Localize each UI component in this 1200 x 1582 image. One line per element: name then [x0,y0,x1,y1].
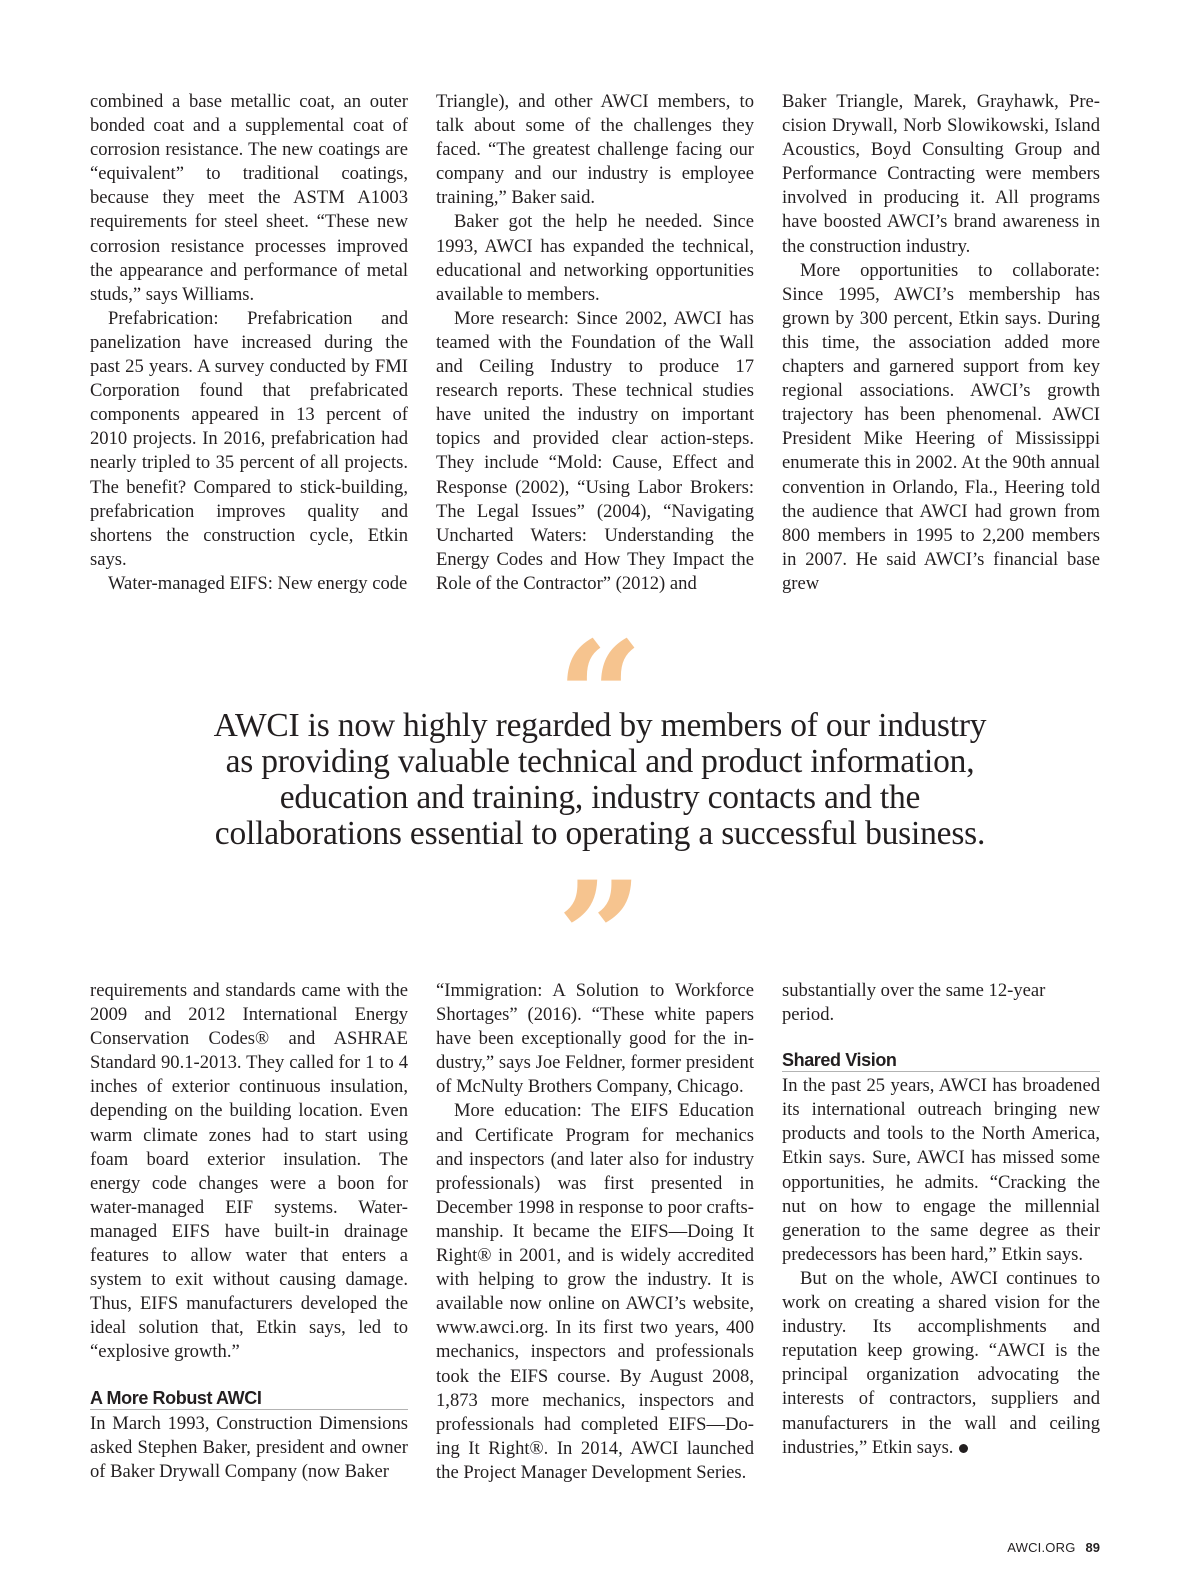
pull-quote-line: education and training, industry contacts and the [279,779,921,816]
section-heading: A More Robust AWCI [90,1387,408,1410]
paragraph [782,1267,1100,1460]
paragraph: In March 1993, Construction Dimensions asked Stephen Baker, president and owner of Baker Drywall Company (now Baker [90,1412,408,1482]
paragraph: Baker Triangle, Marek, Grayhawk, Precision Drywall, Norb Slowikowski, Island Acoustics, Boyd Consulting Group and Performance Contracting were members involved in producing it. All programs have boosted AWCI’s brand awareness in the construction industry. [782,91,1100,257]
paragraph: More opportunities to collaborate: Since 1995, AWCI’s membership has grown by 300 percent, Etkin says. During this time, the association added more chapters and garnered support from key regional associations. AWCI’s growth trajectory has been phenomenal. AWCI President Mike Heering of Mississippi enumerate this in 2002. At the 90th annual convention in Orlando, Fla., Heering told the audience that AWCI had grown from 800 members in 1995 to 2,200 members in 2007. He said AWCI’s financial base grew [782,259,1100,594]
pull-quote-line: AWCI is now highly regarded by members of our industry [213,707,987,744]
footer-website: AWCI.ORG [1007,1540,1076,1555]
bottom-column-2 [436,979,754,1485]
open-quote-mark: “ [556,609,644,785]
top-column-3 [782,90,1100,596]
end-of-article-bullet-icon [959,1444,968,1453]
paragraph: In the past 25 years, AWCI has broadened its international outreach bringing new products and tools to the North America, Etkin says. Sure, AWCI has missed some opportunities, he admits. “Cracking the nut on how to engage the millennial generation to the same degree as their predecessors has been hard,” Etkin says. [782,1075,1100,1265]
pull-quote [150,708,1050,852]
paragraph-text: But on the whole, AWCI continues to work on creating a shared vision for the industry. Its accomplishments and reputation keep growing. “AWCI is the principal organization advocating the interests of contractors, suppliers and manufacturers in the wall and ceiling industries,” Etkin says. [782,1267,1100,1458]
paragraph: substantially over the same 12-year period. [782,980,1046,1026]
pull-quote-line: collaborations essential to operating a successful business. [214,815,986,852]
close-quote-mark: ” [556,849,644,1025]
paragraph: combined a base metallic coat, an outer bonded coat and a supplemental coat of corrosion resistance. The new coatings are “equivalent” to traditional coatings, because they meet the ASTM A1003 requirements for steel sheet. “These new corrosion resistance processes improved the appearance and performance of metal studs,” says Williams. [90,91,408,305]
paragraph: “Immigration: A Solution to Workforce Shortages” (2016). “These white papers have been exceptionally good for the industry,” says Joe Feldner, former president of McNulty Brothers Company, Chicago. [436,980,754,1098]
paragraph: Triangle), and other AWCI members, to talk about some of the challenges they faced. “The greatest challenge facing our company and our industry is employee training,” Baker said. [436,91,754,209]
pull-quote-line: as providing valuable technical and product information, [225,743,975,780]
paragraph: More education: The EIFS Education and Certificate Program for mechanics and inspectors (and later also for industry professionals) was first presented in December 1998 in response to poor craftsmanship. It became the EIFS—Doing It Right® in 2001, and is widely accredited with helping to grow the industry. It is available now online on AWCI’s website, www.awci.org. In its first two years, 400 mechanics, inspectors and professionals took the EIFS course. By August 2008, 1,873 more mechanics, inspectors and professionals had completed EIFS—Doing It Right®. In 2014, AWCI launched the Project Manager Development Series. [436,1100,754,1483]
page-footer [1007,1540,1100,1555]
paragraph: requirements and standards came with the 2009 and 2012 International Energy Conservation Codes® and ASHRAE Standard 90.1-2013. They called for 1 to 4 inches of exterior continuous insulation, depending on the building location. Even warm climate zones had to start using foam board exterior insulation. The energy code changes were a boon for water-managed EIF systems. Water-managed EIFS have built-in drainage features to allow water that enters a system to exit without causing damage. Thus, EIFS manufacturers developed the ideal solution that, Etkin says, led to “explosive growth.” [90,980,408,1363]
top-column-2 [436,90,754,596]
page-number: 89 [1085,1540,1100,1555]
paragraph: Baker got the help he needed. Since 1993, AWCI has expanded the technical, educational and networking opportunities available to members. [436,211,754,305]
paragraph: Water-managed EIFS: New energy code [108,572,408,594]
paragraph: Prefabrication: Prefabrication and panelization have increased during the past 25 years. A survey conducted by FMI Corporation found that prefabricated components appeared in 13 percent of 2010 projects. In 2016, prefabrication had nearly tripled to 35 percent of all projects. The benefit? Compared to stick-building, prefabrication improves quality and shortens the construction cycle, Etkin says. [90,307,408,570]
bottom-column-3 [782,979,1100,1460]
paragraph: More research: Since 2002, AWCI has teamed with the Foundation of the Wall and Ceiling Industry to produce 17 research reports. These technical studies have united the industry on important topics and provided clear action-steps. They include “Mold: Cause, Effect and Response (2002), “Using Labor Brokers: The Legal Issues” (2004), “Navigating Uncharted Waters: Understanding the Energy Codes and How They Impact the Role of the Contractor” (2012) and [436,307,754,594]
top-column-1 [90,90,408,596]
section-heading: Shared Vision [782,1049,1100,1072]
bottom-column-1 [90,979,408,1484]
